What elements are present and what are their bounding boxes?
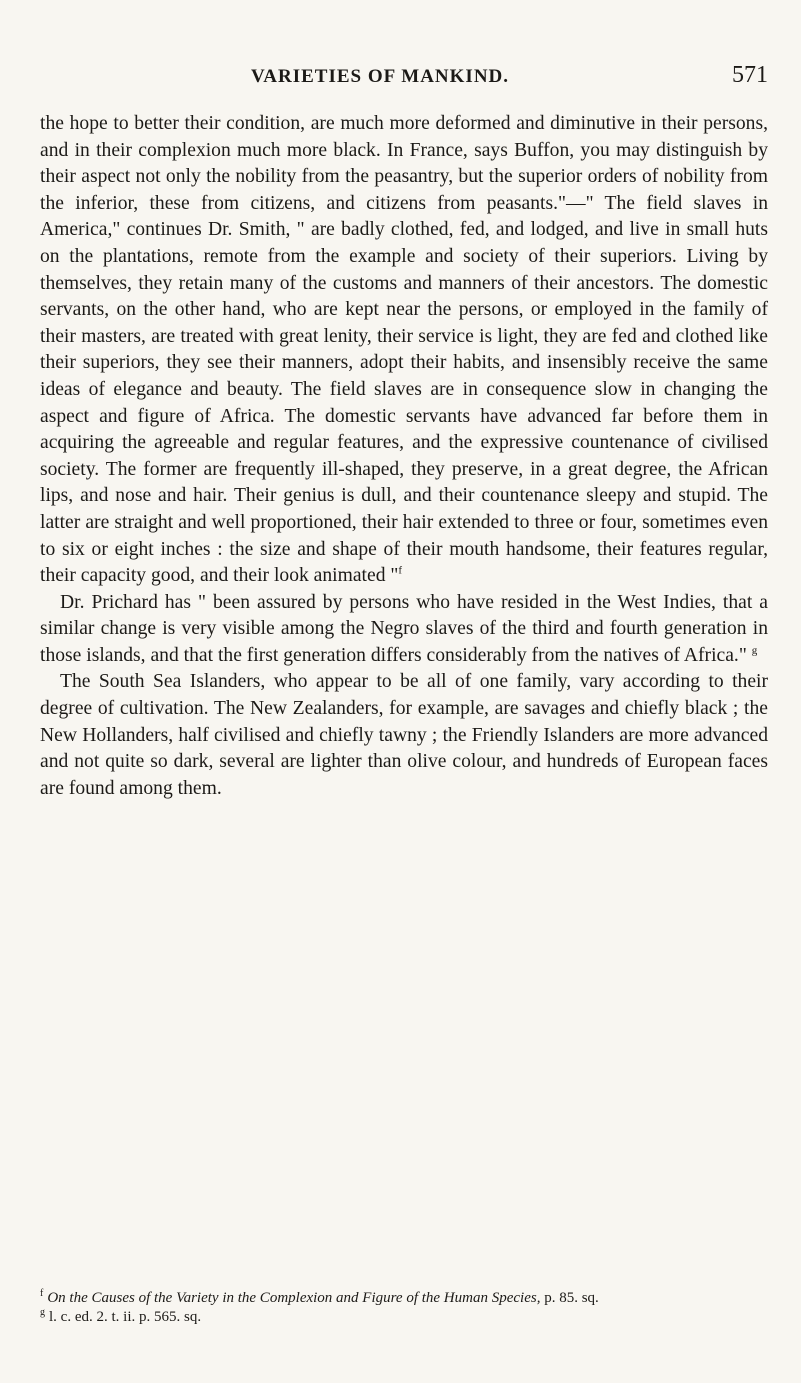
paragraph-1 bbox=[40, 111, 768, 590]
footnote-g-text: l. c. ed. 2. t. ii. p. 565. sq. bbox=[49, 1309, 202, 1325]
footnote-marker-g: g bbox=[751, 644, 758, 657]
footnotes bbox=[40, 1289, 768, 1327]
paragraph-2-text: Dr. Prichard has " been assured by persons who have resided in the West Indies, that a similar change is very visible among the Negro slaves of the third and fourth generation in those islands, and that the first generation differs considerably from the natives of Africa." bbox=[40, 591, 768, 666]
footnote-f-ref: p. 85. sq. bbox=[544, 1290, 599, 1306]
body-text bbox=[40, 111, 768, 802]
footnote-marker-f: f bbox=[398, 564, 403, 577]
footnote-g bbox=[40, 1308, 768, 1327]
paragraph-1-text: the hope to better their condition, are much more deformed and diminutive in their persons, and in their complexion much more black. In France, says Buffon, you may distinguish by their aspect not only the nobility from the peasantry, but the superior orders of nobility from the inferior, these from citizens, and citizens from peasants."—" The field slaves in America," continues Dr. Smith, " are badly clothed, fed, and lodged, and live in small huts on the plantations, remote from the example and society of their superiors. Living by themselves, they retain many of the customs and manners of their ancestors. The domestic servants, on the other hand, who are kept near the persons, or employed in the family of their masters, are treated with great lenity, their service is light, they are fed and clothed like their superiors, they see their manners, adopt their habits, and insensibly receive the same ideas of elegance and beauty. The field slaves are in consequence slow in changing the aspect and figure of Africa. The domestic servants have advanced far before them in acquiring the agreeable and regular features, and the expressive countenance of civilised society. The former are frequently ill-shaped, they preserve, in a great degree, the African lips, and nose and hair. Their genius is dull, and their countenance sleepy and stupid. The latter are straight and well proportioned, their hair extended to three or four, sometimes even to six or eight inches : the size and shape of their mouth handsome, their features regular, their capacity good, and their look animated " bbox=[40, 113, 768, 587]
paragraph-3-text: The South Sea Islanders, who appear to be all of one family, vary according to their degree of cultivation. The New Zealanders, for example, are savages and chiefly black ; the New Hollanders, half civilised and chiefly tawny ; the Friendly Islanders are more advanced and not quite so dark, several are lighter than olive colour, and hundreds of European faces are found among them. bbox=[40, 671, 768, 799]
running-title: VARIETIES OF MANKIND. bbox=[251, 66, 510, 87]
paragraph-2 bbox=[40, 590, 768, 670]
footnote-f bbox=[40, 1289, 768, 1308]
page-number: 571 bbox=[732, 62, 768, 88]
paragraph-3 bbox=[40, 669, 768, 802]
footnote-g-marker: g bbox=[40, 1307, 45, 1318]
footnote-f-marker: f bbox=[40, 1288, 44, 1299]
footnote-f-title: On the Causes of the Variety in the Complexion and Figure of the Human Species, bbox=[47, 1290, 541, 1306]
